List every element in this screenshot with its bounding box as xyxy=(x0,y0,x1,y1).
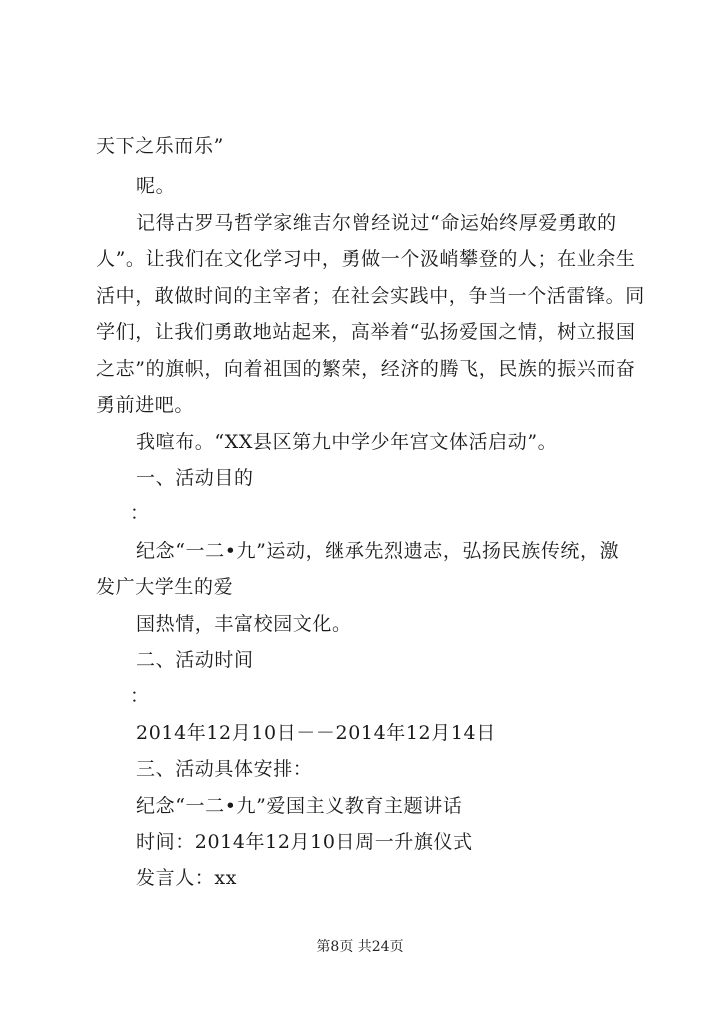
text-line: 纪念“一二•九”爱国主义教育主题讲话 xyxy=(136,795,463,817)
text-line: 勇前进吧。 xyxy=(96,394,195,416)
section-heading: 二、活动时间 xyxy=(136,649,254,671)
text-line: ： xyxy=(130,502,150,524)
text-line: 学们，让我们勇敢地站起来，高举着“弘扬爱国之情，树立报国 xyxy=(96,321,636,343)
date-range: 2014年12月10日－－2014年12月14日 xyxy=(136,722,496,744)
text-line: 天下之乐而乐” xyxy=(96,135,224,157)
text-line: 活中，敢做时间的主宰者；在社会实践中，争当一个活雷锋。同 xyxy=(96,285,645,307)
section-heading: 一、活动目的 xyxy=(136,467,254,489)
text-line: 时间：2014年12月10日周一升旗仪式 xyxy=(136,831,473,853)
text-line: 记得古罗马哲学家维吉尔曾经说过“命运始终厚爱勇敢的 xyxy=(136,212,617,234)
text-line: 国热情，丰富校园文化。 xyxy=(136,613,352,635)
section-heading: 三、活动具体安排： xyxy=(136,758,313,780)
page-number-footer: 第8页 共24页 xyxy=(316,939,404,955)
text-line: 呢。 xyxy=(136,175,176,197)
text-line: 纪念“一二•九”运动，继承先烈遗志，弘扬民族传统，激 xyxy=(136,540,620,562)
text-line: 之志”的旗帜，向着祖国的繁荣，经济的腾飞，民族的振兴而奋 xyxy=(96,358,636,380)
text-line: ： xyxy=(130,685,150,707)
text-line: 人”。让我们在文化学习中，勇做一个汲峭攀登的人；在业余生 xyxy=(96,248,636,270)
text-line: 我喧布。“XX县区第九中学少年宫文体活启动”。 xyxy=(136,431,558,453)
text-line: 发广大学生的爱 xyxy=(96,576,234,598)
text-line: 发言人：xx xyxy=(136,867,238,889)
